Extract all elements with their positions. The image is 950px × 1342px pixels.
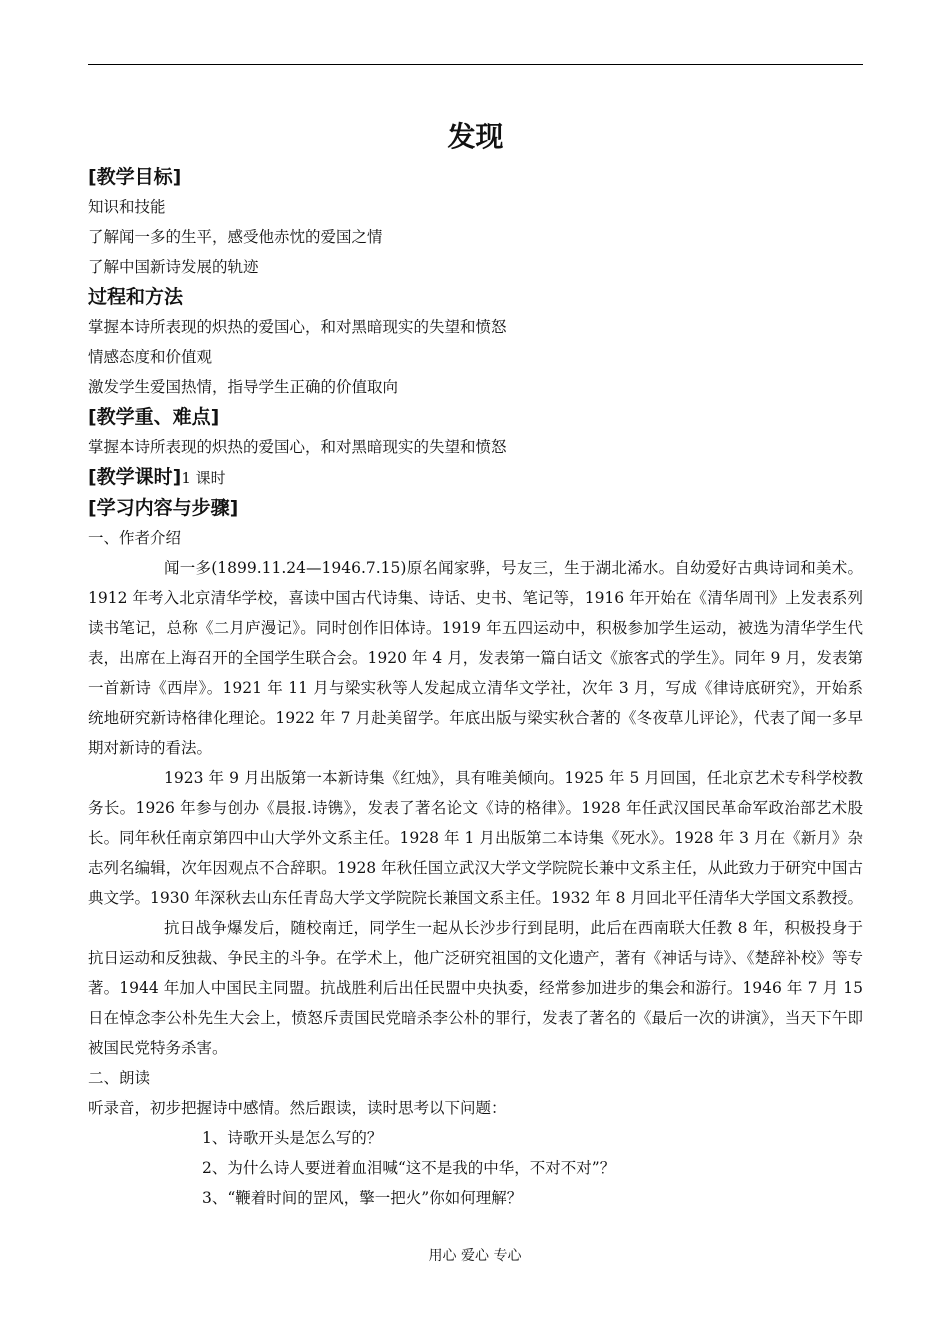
- bio-paragraph: 抗日战争爆发后，随校南迁，同学生一起从长沙步行到昆明，此后在西南联大任教 8 年，积极投身于抗日运动和反独裁、争民主的斗争。在学术上，他广泛研究祖国的文化遗产，著有《神话与诗》、《楚辞补校》等专著。1944 年加人中国民主同盟。抗战胜利后出任民盟中央执委，经常参加进步的集会和游行。1946 年 7 月 15 日在悼念李公朴先生大会上，愤怒斥责国民党暗杀李公朴的罪行，发表了著名的《最后一次的讲演》，当天下午即被国民党特务杀害。: [88, 919, 864, 1057]
- knowledge-item: 了解中国新诗发展的轨迹: [88, 258, 259, 276]
- hours-label: [教学课时]: [88, 466, 182, 488]
- page-title: 发现: [447, 120, 504, 153]
- part-heading-author: 一、作者介绍: [88, 529, 182, 547]
- document-body: [88, 112, 863, 1213]
- question-item: 1、诗歌开头是怎么写的？: [202, 1129, 383, 1147]
- section-heading-steps: [学习内容与步骤]: [88, 497, 239, 519]
- question-item: 2、为什么诗人要迸着血泪喊“这不是我的中华，不对不对”？: [202, 1159, 616, 1177]
- key-point-item: 掌握本诗所表现的炽热的爱国心，和对黑暗现实的失望和愤怒: [88, 438, 507, 456]
- bio-paragraph: 1923 年 9 月出版第一本新诗集《红烛》，具有唯美倾向。1925 年 5 月回国，任北京艺术专科学校教务长。1926 年参与创办《晨报.诗镌》，发表了著名论文《诗的格律》。1928 年任武汉国民革命军政治部艺术股长。同年秋任南京第四中山大学外文系主任。1928 年 1 月出版第二本诗集《死水》。1928 年 3 月在《新月》杂志列名编辑，次年因观点不合辞职。1928 年秋任国立武汉大学文学院院长兼中文系主任，从此致力于研究中国古典文学。1930 年深秋去山东任青岛大学文学院院长兼国文系主任。1932 年 8 月回北平任清华大学国文系教授。: [88, 769, 863, 907]
- knowledge-heading: 知识和技能: [88, 198, 166, 216]
- reading-instruction: 听录音，初步把握诗中感情。然后跟读，读时思考以下问题：: [88, 1099, 507, 1117]
- question-item: 3、“鞭着时间的罡风，擎一把火”你如何理解？: [202, 1189, 523, 1207]
- page-footer: 用心 爱心 专心: [428, 1248, 522, 1264]
- section-heading-key-points: [教学重、难点]: [88, 406, 220, 428]
- header-rule: [88, 64, 863, 65]
- knowledge-item: 了解闻一多的生平，感受他赤忱的爱国之情: [88, 228, 383, 246]
- emotion-item: 激发学生爱国热情，指导学生正确的价值取向: [88, 378, 399, 396]
- emotion-heading: 情感态度和价值观: [88, 348, 213, 366]
- part-heading-reading: 二、朗读: [88, 1069, 151, 1087]
- bio-paragraph: 闻一多(1899.11.24—1946.7.15)原名闻家骅，号友三，生于湖北浠水。自幼爱好古典诗词和美术。1912 年考入北京清华学校，喜读中国古代诗集、诗话、史书、笔记等，1916 年开始在《清华周刊》上发表系列读书笔记，总称《二月庐漫记》。同时创作旧体诗。1919 年五四运动中，积极参加学生运动，被选为清华学生代表，出席在上海召开的全国学生联合会。1920 年 4 月，发表第一篇白话文《旅客式的学生》。同年 9 月，发表第一首新诗《西岸》。1921 年 11 月与梁实秋等人发起成立清华文学社，次年 3 月，写成《律诗底研究》，开始系统地研究新诗格律化理论。1922 年 7 月赴美留学。年底出版与梁实秋合著的《冬夜草儿评论》，代表了闻一多早期对新诗的看法。: [88, 559, 863, 757]
- hours-value: 1 课时: [181, 469, 226, 487]
- section-heading-hours: [88, 462, 863, 493]
- process-item: 掌握本诗所表现的炽热的爱国心，和对黑暗现实的失望和愤怒: [88, 318, 507, 336]
- section-heading-goals: [教学目标]: [88, 166, 182, 188]
- process-heading: 过程和方法: [88, 286, 184, 308]
